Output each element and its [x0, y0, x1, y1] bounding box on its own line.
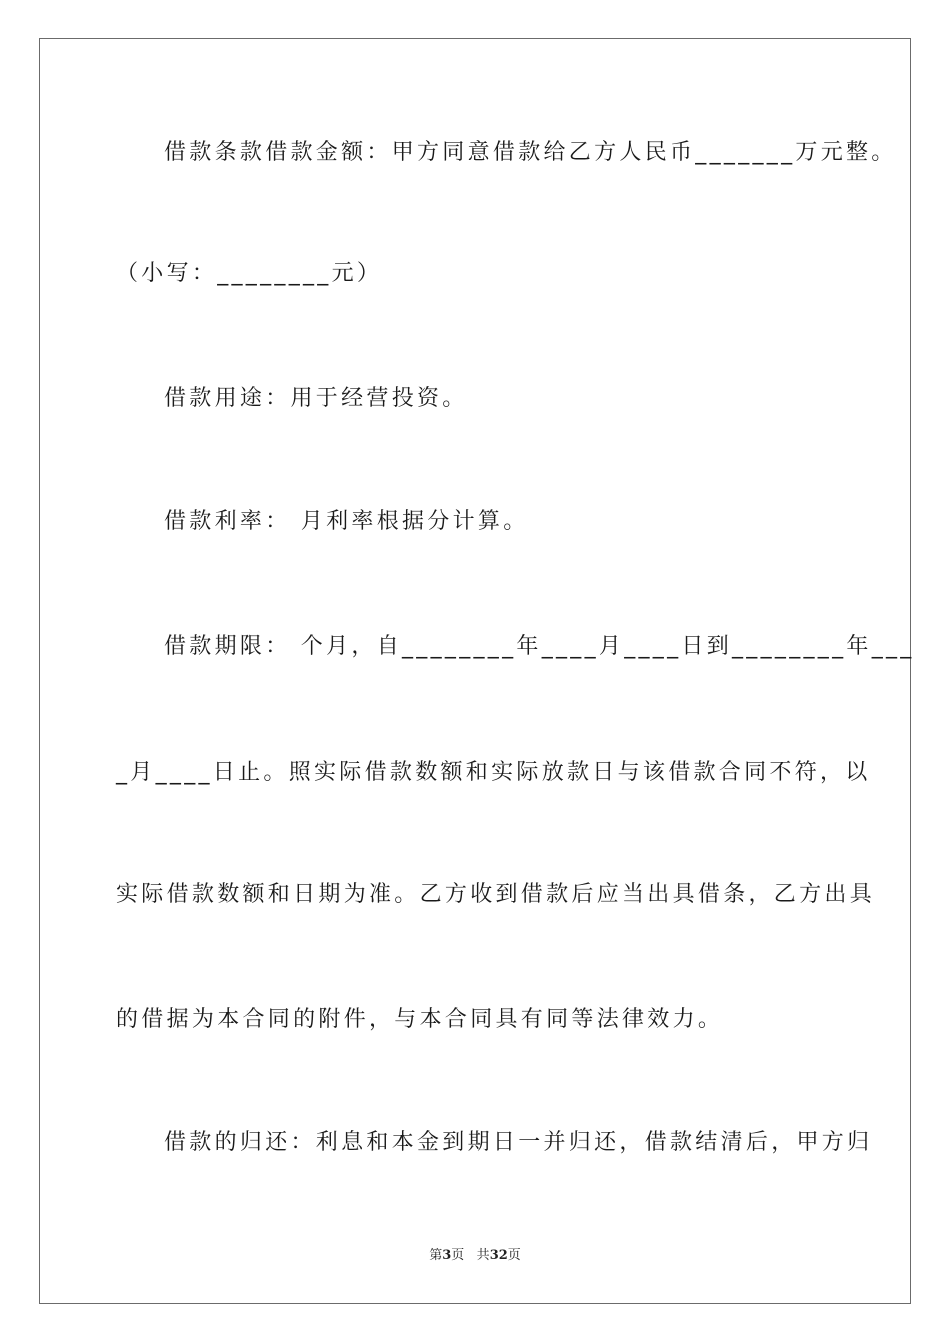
text-line-1: 借款条款借款金额：甲方同意借款给乙方人民币_______万元整。: [164, 140, 897, 165]
text-line-2: （小写：________元）: [116, 261, 383, 286]
text-line-8: 的借据为本合同的附件，与本合同具有同等法律效力。: [116, 1007, 724, 1032]
text-line-6: _月____日止。照实际借款数额和实际放款日与该借款合同不符，以: [116, 760, 871, 785]
text-line-4: 借款利率： 月利率根据分计算。: [164, 509, 529, 534]
footer-page-prefix: 第: [429, 1248, 443, 1263]
text-line-9: 借款的归还：利息和本金到期日一并归还，借款结清后，甲方归: [164, 1130, 873, 1155]
page-border: [39, 38, 911, 1304]
page-footer: [0, 1247, 950, 1265]
footer-page-suffix: 页: [451, 1248, 465, 1263]
footer-page-number: 3: [442, 1248, 452, 1263]
footer-total-prefix: 共: [476, 1248, 490, 1263]
text-line-5: 借款期限： 个月，自________年____月____日到________年___: [164, 634, 915, 659]
footer-total-pages: 32: [489, 1248, 508, 1263]
text-line-7: 实际借款数额和日期为准。乙方收到借款后应当出具借条，乙方出具: [116, 882, 876, 907]
text-line-3: 借款用途：用于经营投资。: [164, 386, 468, 411]
footer-total-suffix: 页: [507, 1248, 521, 1263]
